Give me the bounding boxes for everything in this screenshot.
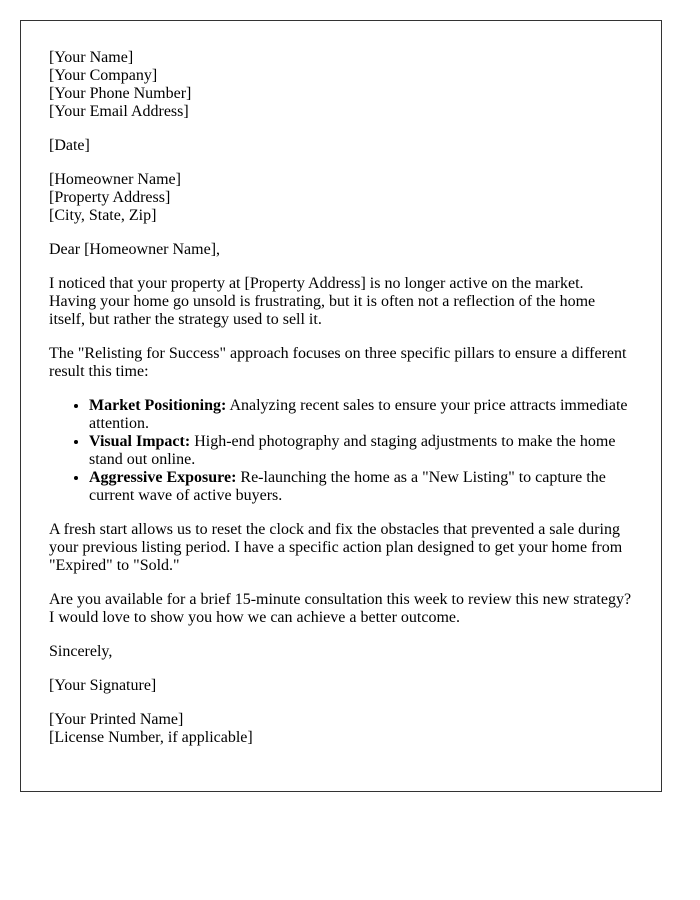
recipient-city: [City, State, Zip] — [49, 207, 157, 224]
list-item — [89, 397, 633, 433]
salutation: Dear [Homeowner Name], — [49, 241, 221, 258]
cta-paragraph: Are you available for a brief 15-minute consultation this week to review this new strategy? I would love to show you how we can achieve a better outcome. — [49, 591, 632, 626]
recipient-name: [Homeowner Name] — [49, 171, 181, 188]
closing: Sincerely, — [49, 643, 113, 660]
sender-email: [Your Email Address] — [49, 103, 189, 120]
signoff-block — [49, 711, 633, 747]
pillars-list — [49, 397, 633, 505]
recipient-block — [49, 171, 633, 225]
letter — [20, 20, 662, 792]
sender-phone: [Your Phone Number] — [49, 85, 192, 102]
signature: [Your Signature] — [49, 677, 157, 694]
pillar-title: Aggressive Exposure: — [89, 469, 237, 486]
recipient-address: [Property Address] — [49, 189, 171, 206]
date: [Date] — [49, 137, 90, 154]
intro-paragraph: I noticed that your property at [Property Address] is no longer active on the market. Having your home go unsold is frustrating, but it is often not a reflection of the home itself, but rather the strategy used to sell it. — [49, 275, 596, 328]
approach-paragraph: The "Relisting for Success" approach focuses on three specific pillars to ensure a different result this time: — [49, 345, 627, 380]
pillar-title: Visual Impact: — [89, 433, 191, 450]
sender-company: [Your Company] — [49, 67, 158, 84]
pillar-title: Market Positioning: — [89, 397, 227, 414]
pillar-text: Re-launching the home as a "New Listing" to capture the current wave of active buyers. — [89, 469, 606, 504]
fresh-start-paragraph: A fresh start allows us to reset the clock and fix the obstacles that prevented a sale during your previous listing period. I have a specific action plan designed to get your home from "Expired" to "Sold." — [49, 521, 623, 574]
pillar-text: High-end photography and staging adjustments to make the home stand out online. — [89, 433, 616, 468]
list-item — [89, 433, 633, 469]
sender-name: [Your Name] — [49, 49, 134, 66]
printed-name: [Your Printed Name] — [49, 711, 184, 728]
license-number: [License Number, if applicable] — [49, 729, 253, 746]
pillar-text: Analyzing recent sales to ensure your price attracts immediate attention. — [89, 397, 628, 432]
sender-block — [49, 49, 633, 121]
list-item — [89, 469, 633, 505]
